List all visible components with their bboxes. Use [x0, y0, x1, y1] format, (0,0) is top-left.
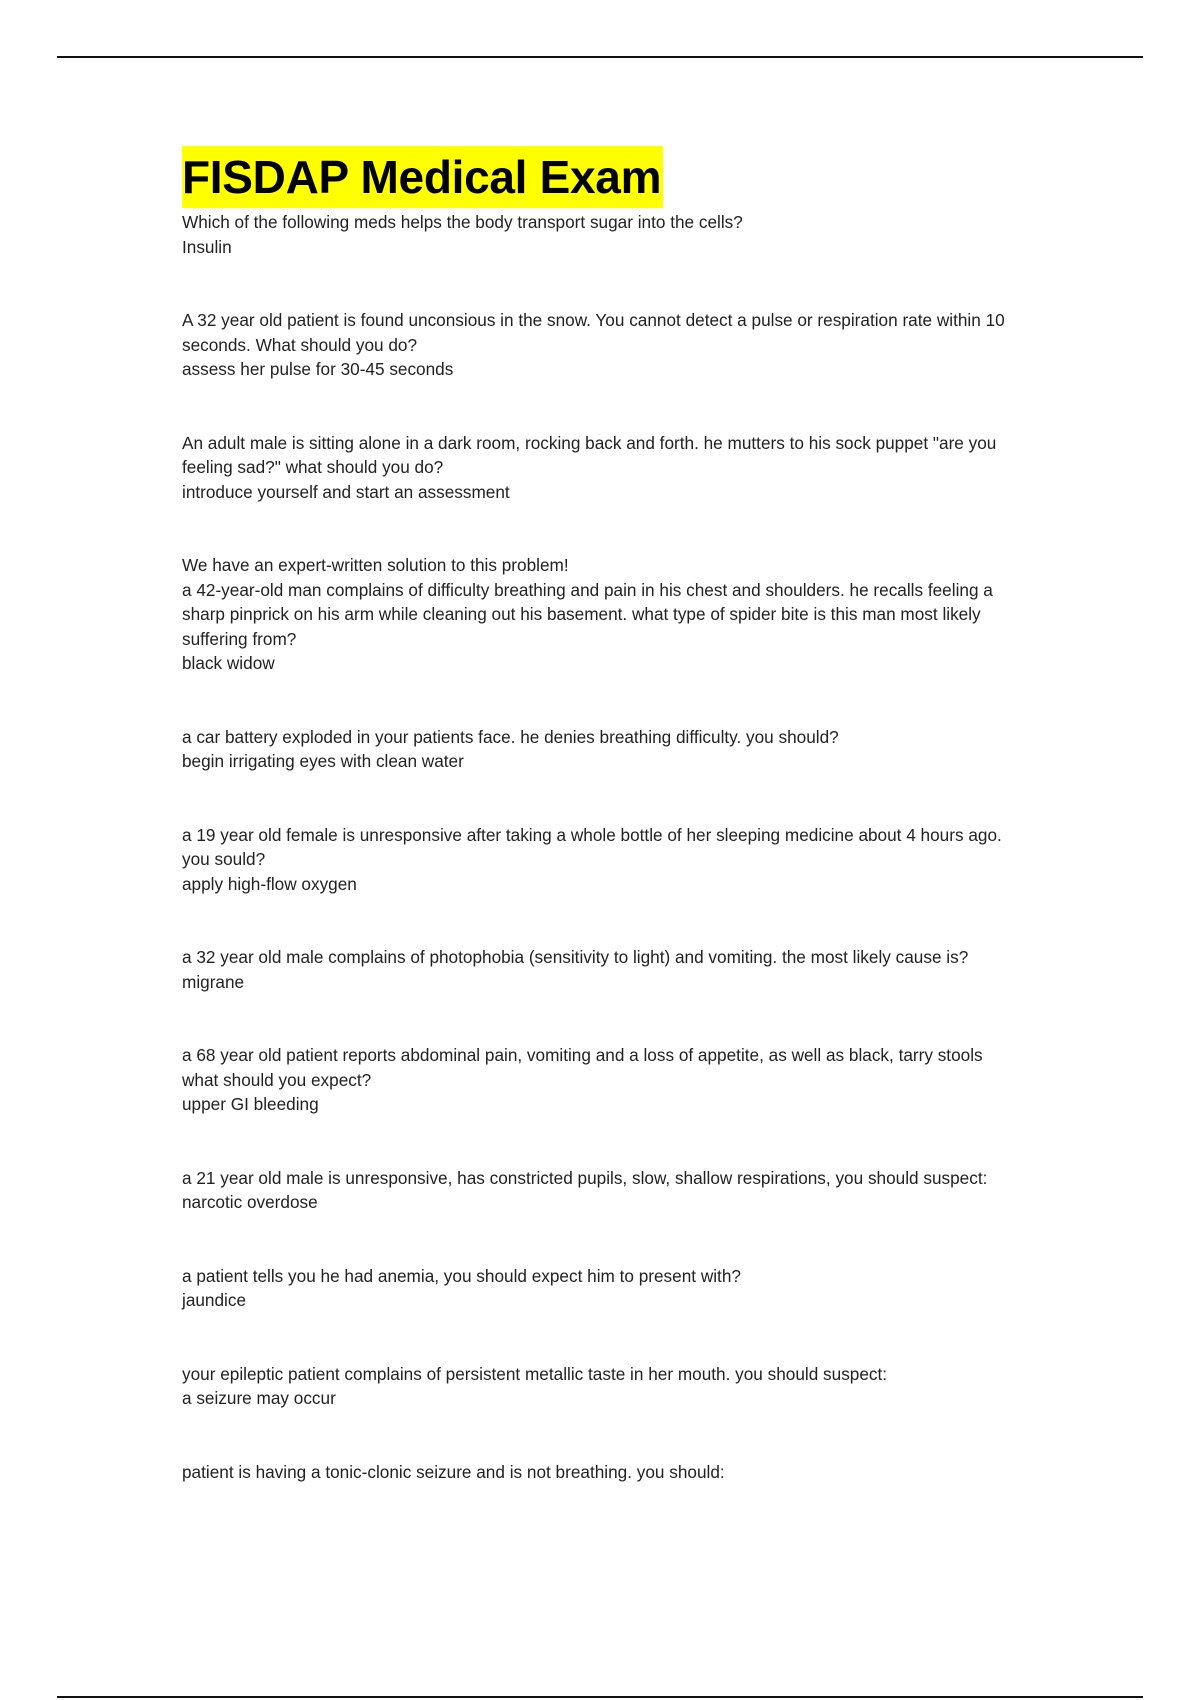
- qa-item: [182, 308, 1022, 382]
- question-text: a 21 year old male is unresponsive, has constricted pupils, slow, shallow respirations, you should suspect:: [182, 1167, 988, 1188]
- qa-item: [182, 210, 1022, 259]
- answer-text: a seizure may occur: [182, 1388, 336, 1408]
- question-text: a 68 year old patient reports abdominal pain, vomiting and a loss of appetite, as well as black, tarry stools what should you expect?: [182, 1045, 983, 1090]
- qa-item: [182, 1043, 1022, 1117]
- qa-item: [182, 1264, 1022, 1313]
- question-text: your epileptic patient complains of persistent metallic taste in her mouth. you should suspect:: [182, 1363, 888, 1384]
- answer-text: Insulin: [182, 236, 232, 257]
- qa-item: [182, 1362, 1022, 1411]
- page-top-rule: [57, 56, 1143, 58]
- qa-item: [182, 1460, 1022, 1485]
- qa-item: [182, 431, 1022, 505]
- answer-text: black widow: [182, 653, 275, 673]
- answer-text: narcotic overdose: [182, 1192, 318, 1212]
- answer-text: begin irrigating eyes with clean water: [182, 751, 464, 771]
- page-bottom-rule: [57, 1696, 1143, 1698]
- question-text: Which of the following meds helps the body transport sugar into the cells?: [182, 212, 743, 232]
- document-body: [182, 146, 1022, 1533]
- solution-note: We have an expert-written solution to this problem!: [182, 555, 569, 575]
- question-text: a 42-year-old man complains of difficulty breathing and pain in his chest and shoulders. he recalls feeling a sharp pinprick on his arm while cleaning out his basement. what type of spider bite is this man most likely suffering from?: [182, 579, 993, 649]
- answer-text: upper GI bleeding: [182, 1094, 319, 1114]
- question-text: A 32 year old patient is found unconsious in the snow. You cannot detect a pulse or respiration rate within 10 seconds. What should you do?: [182, 310, 1005, 355]
- qa-item: [182, 823, 1022, 897]
- question-text: a 19 year old female is unresponsive after taking a whole bottle of her sleeping medicine about 4 hours ago. you sould?: [182, 824, 1002, 869]
- question-text: a 32 year old male complains of photophobia (sensitivity to light) and vomiting. the most likely cause is?: [182, 947, 969, 967]
- answer-text: introduce yourself and start an assessment: [182, 481, 510, 502]
- question-text: An adult male is sitting alone in a dark room, rocking back and forth. he mutters to his sock puppet "are you feeling sad?" what should you do?: [182, 432, 997, 477]
- question-text: a car battery exploded in your patients face. he denies breathing difficulty. you should?: [182, 726, 839, 747]
- document-title: FISDAP Medical Exam: [182, 146, 663, 208]
- qa-item: [182, 1166, 1022, 1215]
- qa-item: [182, 945, 1022, 994]
- question-text: patient is having a tonic-clonic seizure and is not breathing. you should:: [182, 1461, 725, 1482]
- answer-text: assess her pulse for 30-45 seconds: [182, 359, 454, 379]
- answer-text: apply high-flow oxygen: [182, 873, 357, 894]
- answer-text: jaundice: [182, 1290, 247, 1310]
- qa-list: [182, 210, 1022, 1484]
- question-text: a patient tells you he had anemia, you should expect him to present with?: [182, 1265, 741, 1286]
- qa-item: [182, 553, 1022, 676]
- answer-text: migrane: [182, 971, 245, 992]
- qa-item: [182, 725, 1022, 774]
